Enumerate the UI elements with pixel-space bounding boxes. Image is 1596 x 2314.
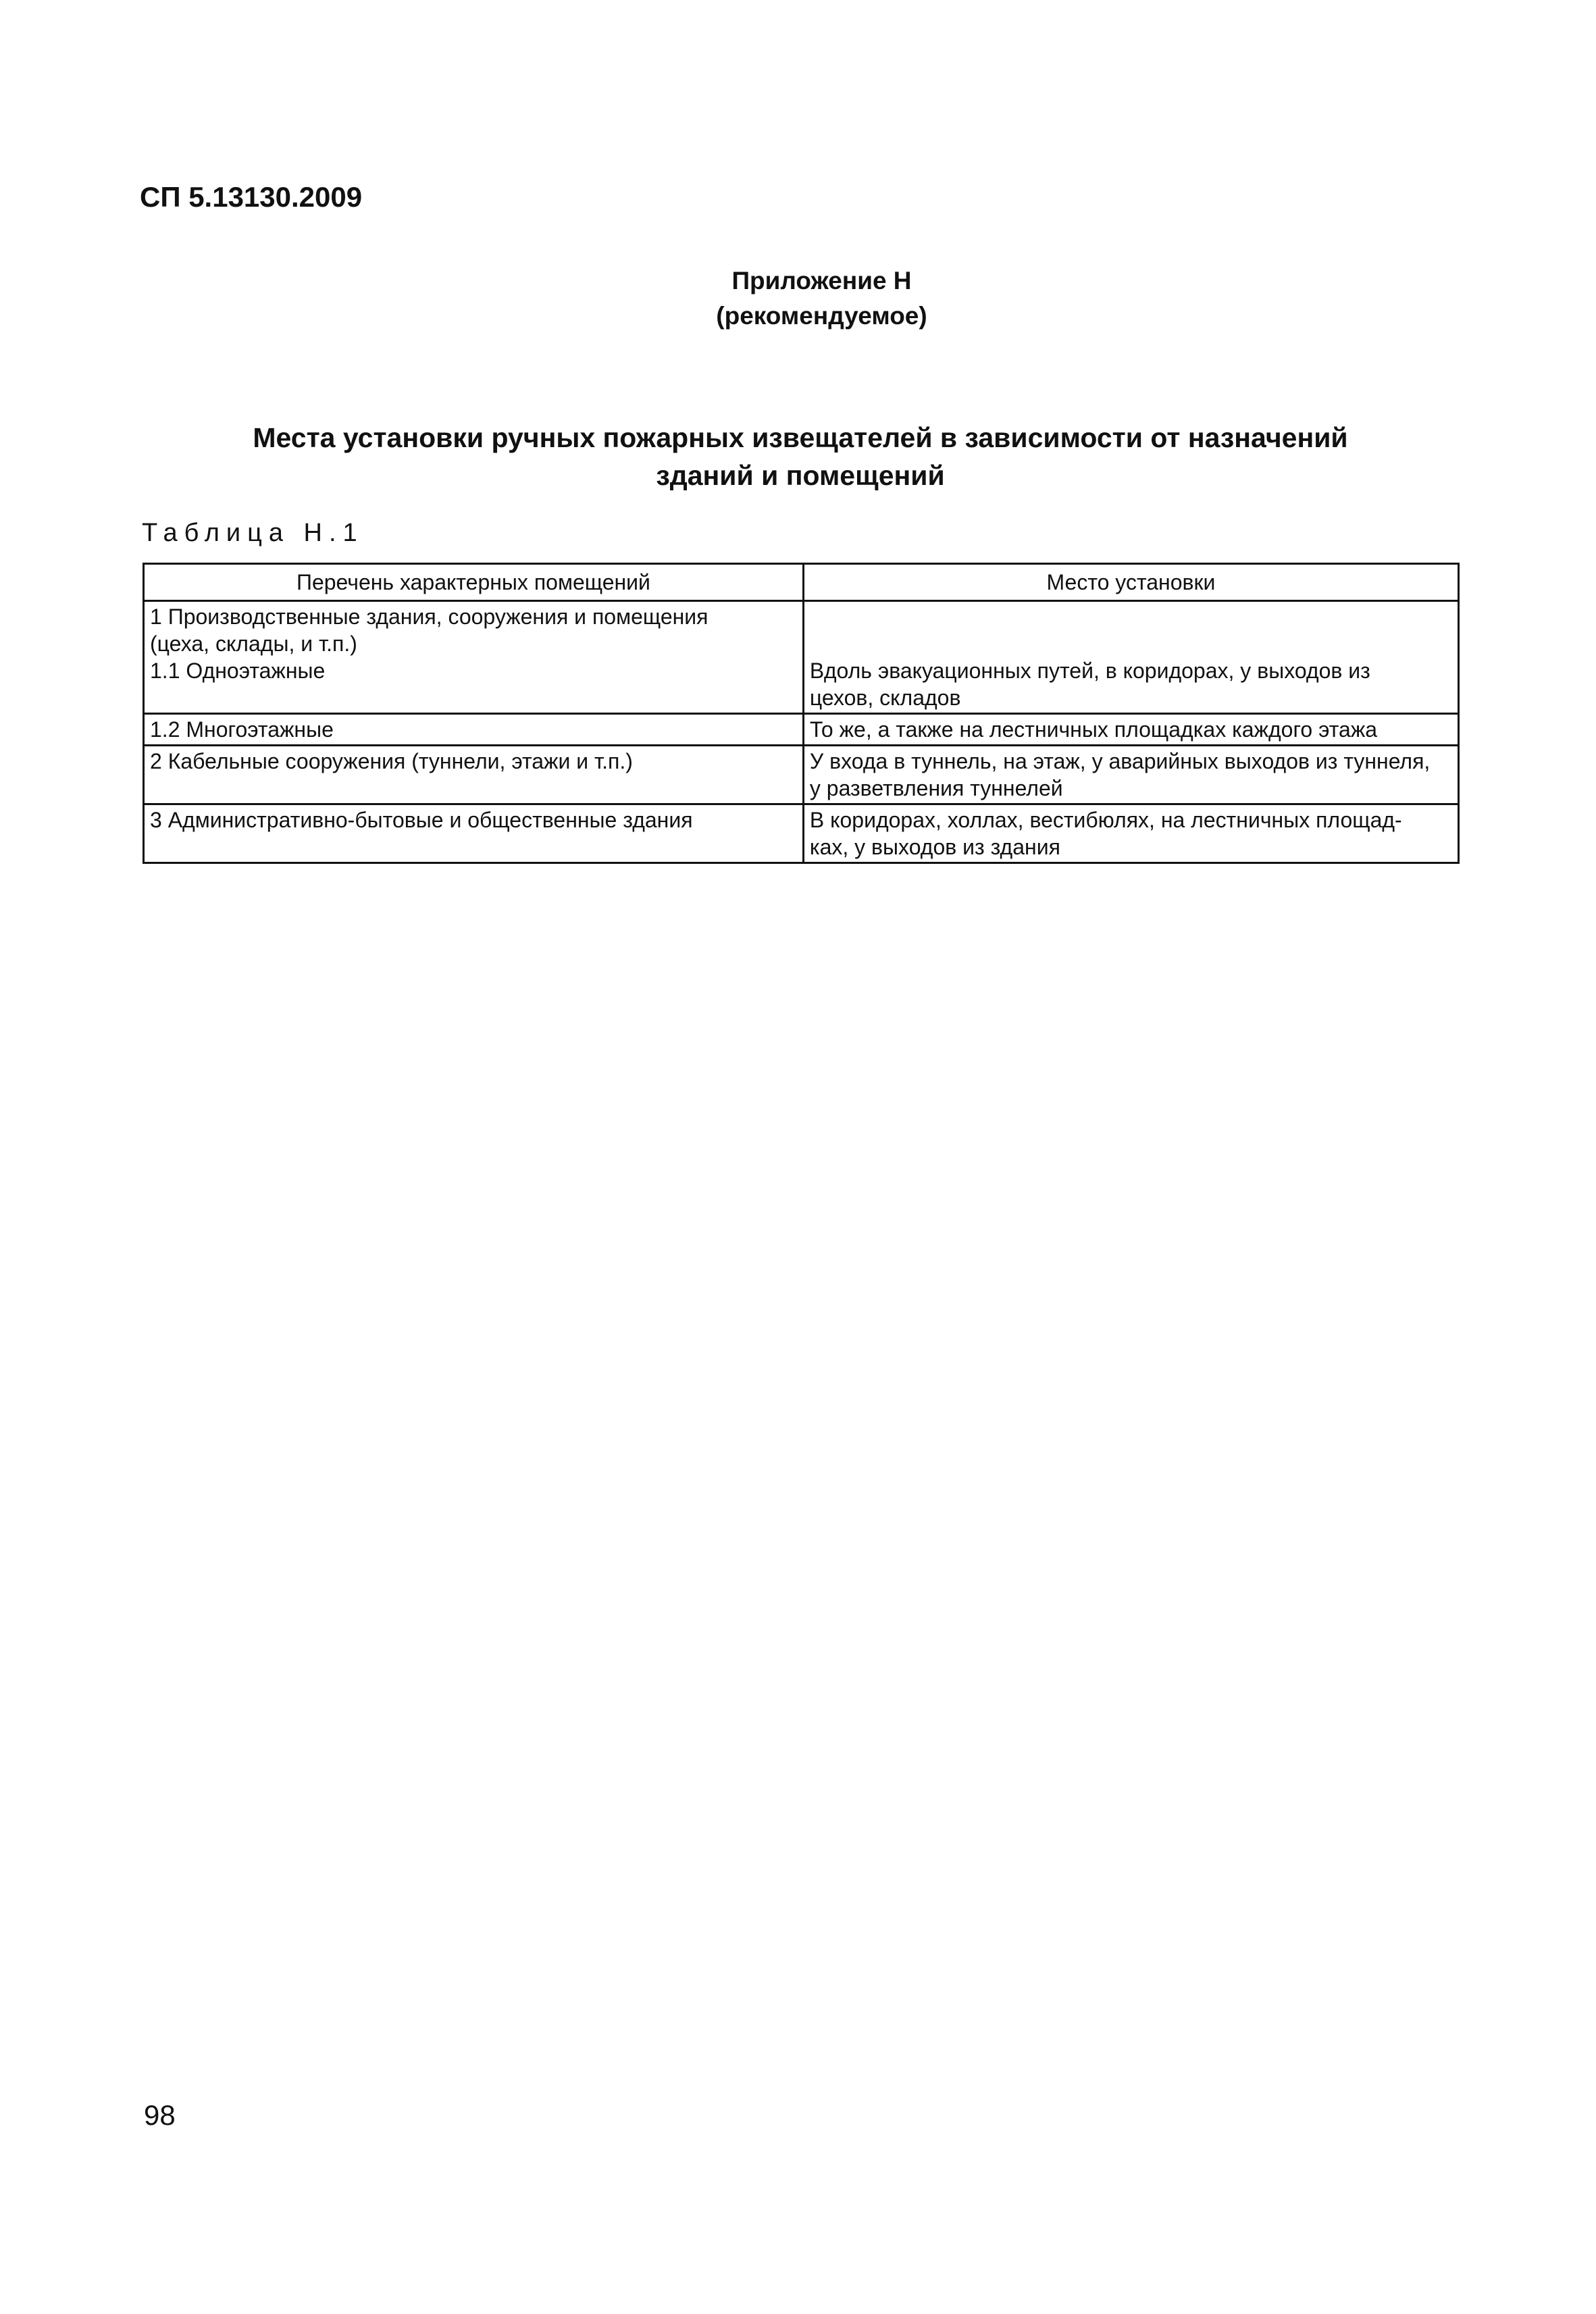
location-cell: [803, 714, 1458, 746]
premises-cell: [144, 804, 804, 863]
cell-line: В коридорах, холлах, вестибюлях, на лестничных площад-: [809, 808, 1402, 832]
location-cell: [803, 804, 1458, 863]
document-title-line-2: зданий и помещений: [656, 460, 945, 491]
document-code: СП 5.13130.2009: [140, 181, 363, 213]
document-title: [203, 419, 1398, 494]
appendix-title: Приложение Н: [731, 267, 912, 294]
cell-line: 1.2 Многоэтажные: [150, 717, 334, 742]
location-cell: [803, 746, 1458, 804]
cell-line: 1.1 Одноэтажные: [150, 659, 326, 683]
cell-line: Вдоль эвакуационных путей, в коридорах, у выходов из: [809, 659, 1370, 683]
document-title-line-1: Места установки ручных пожарных извещателей в зависимости от назначений: [253, 422, 1348, 453]
cell-line: 1 Производственные здания, сооружения и помещения: [150, 605, 709, 629]
cell-line: ках, у выходов из здания: [809, 835, 1060, 859]
premises-cell: [144, 746, 804, 804]
cell-line: (цеха, склады, и т.п.): [150, 632, 357, 656]
location-cell: [803, 601, 1458, 714]
cell-line: 2 Кабельные сооружения (туннели, этажи и т.п.): [150, 749, 633, 773]
table-row: [144, 746, 1459, 804]
page-number: 98: [144, 2099, 176, 2131]
installation-locations-table: [143, 563, 1460, 864]
cell-line: у разветвления туннелей: [809, 776, 1063, 800]
appendix-heading: [0, 263, 1596, 334]
cell-line: 3 Административно-бытовые и общественные здания: [150, 808, 693, 832]
premises-cell: [144, 714, 804, 746]
header-premises: Перечень характерных помещений: [144, 564, 804, 601]
cell-line: У входа в туннель, на этаж, у аварийных выходов из туннеля,: [809, 749, 1431, 773]
table-row: [144, 601, 1459, 714]
table-row: [144, 714, 1459, 746]
appendix-subtitle: (рекомендуемое): [716, 302, 927, 330]
table-label: Таблица Н.1: [142, 519, 364, 547]
cell-line: цехов, складов: [809, 686, 961, 710]
cell-line: То же, а также на лестничных площадках каждого этажа: [809, 717, 1378, 742]
premises-cell: [144, 601, 804, 714]
table-header-row: [144, 564, 1459, 601]
header-location: Место установки: [803, 564, 1458, 601]
table-row: [144, 804, 1459, 863]
